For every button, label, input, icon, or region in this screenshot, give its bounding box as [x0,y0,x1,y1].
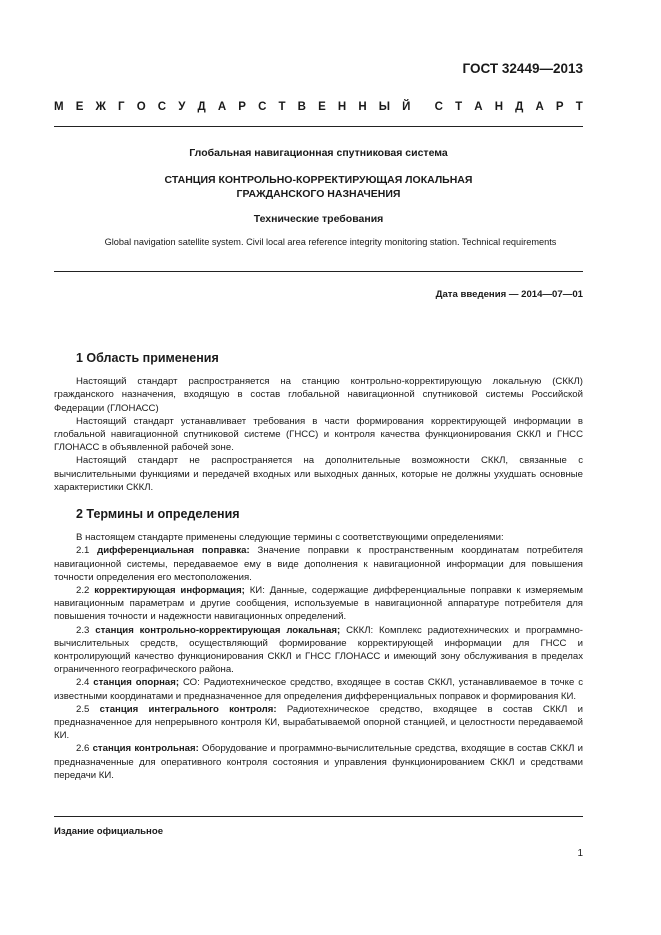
banner-letter: А [535,101,544,113]
banner-letter: С [258,101,267,113]
term-number: 2.3 [76,624,96,636]
banner-letter: Д [515,101,524,113]
banner-letter: Т [278,101,286,113]
term: станция опорная; [93,677,180,689]
section-heading: 2 Термины и определения [76,507,240,522]
term-number: 2.6 [76,743,93,755]
term-number: 2.5 [76,703,100,715]
banner-letter: Н [494,101,504,113]
technical-requirements-title: Технические требования [253,213,384,225]
title-rule [54,271,583,272]
banner-letter: Т [575,101,583,113]
definition: КИ: Данные, содержащие дифференциальные поправки к измеряемым навигационным параметрам и другие сообщения, используемые в навигационной аппаратуре потребителя для повышения точности и надежности навигационных определений. [54,585,583,623]
banner-letter: А [474,101,483,113]
banner-letter: Р [238,101,246,113]
official-edition-label: Издание официальное [54,826,164,837]
banner-letter: Д [197,101,206,113]
definition: СККЛ: Комплекс радиотехнических и программно-вычислительных средств, осуществляющий формирование корректирующей информации для ГНСС и контролирующий качество функционирования СККЛ и ГНСС ГЛОНАСС и имеющий зону обслуживания в пределах ограниченного географического района. [54,624,583,676]
term-definition [54,703,583,743]
term: станция контрольная: [92,743,199,755]
banner-letter: О [136,101,146,113]
banner-letter: Е [318,101,326,113]
banner-letter: Н [358,101,367,113]
term-definition [54,676,583,702]
section-heading: 1 Область применения [76,351,219,365]
banner-letter: У [178,101,186,113]
term: дифференциальная поправка: [97,545,250,557]
paragraph: В настоящем стандарте применены следующие термины с соответствующими определениями: [76,532,504,544]
introduction-date: Дата введения — 2014—07—01 [435,289,583,300]
banner-letter: С [434,101,443,113]
term-definition [54,584,583,624]
term-definition [54,624,583,677]
banner-letter: Р [555,101,564,113]
definition: Оборудование и программно-вычислительные средства, входящие в состав СККЛ и предназначенные для оперативного контроля состояния и управления функционированием СККЛ и средствами передачи КИ. [54,743,583,781]
banner-letter: Ы [378,101,391,113]
term-number: 2.2 [76,585,95,597]
banner-letter: М [54,101,64,113]
banner-letter: С [157,101,167,113]
term-number: 2.4 [76,677,94,689]
term-definition [54,742,583,782]
page-number: 1 [577,848,583,859]
english-title: Global navigation satellite system. Civil local area reference integrity monitoring station. Technical requirements [104,237,557,247]
banner-letter: Ж [95,101,106,113]
banner-letter: Г [118,101,125,113]
paragraph: Настоящий стандарт не распространяется на дополнительные возможности СККЛ, связанные с вычислительными функциями и передачей входных или выходных данных, которые не должны ухудшать основные характеристики СККЛ. [54,455,583,493]
document-number: ГОСТ 32449—2013 [462,61,583,76]
definition: Радиотехническое средство, входящее в состав СККЛ и предназначенное для непрерывного контроля КИ, вырабатываемой опорной станцией, и целостности передаваемой КИ. [54,703,583,742]
banner-letter: Т [455,101,463,113]
definition: СО: Радиотехническое средство, входящее в состав СККЛ, устанавливаемое в точке с известными координатами и предназначенное для определения дифференциальных поправок и формирования КИ. [54,677,583,702]
term-number: 2.1 [76,545,98,557]
main-title [54,173,583,201]
document-body [54,352,583,782]
term-definition [54,544,583,584]
banner-letter: Е [75,101,84,113]
term: станция контрольно-корректирующая локальная; [95,624,341,636]
banner-letter: Й [402,101,411,113]
main-title-line: СТАНЦИЯ КОНТРОЛЬНО-КОРРЕКТИРУЮЩАЯ ЛОКАЛЬНАЯ [164,174,473,186]
paragraph: Настоящий стандарт устанавливает требования в части формирования корректирующей информации в глобальной навигационной спутниковой системе (ГНСС) и контроля качества функционирования СККЛ и ГНСС ГЛОНАСС в объявленной рабочей зоне. [54,415,583,454]
interstate-standard-banner [54,101,583,113]
term: станция интегрального контроля: [99,703,277,715]
system-title: Глобальная навигационная спутниковая система [189,147,448,159]
definition: Значение поправки к пространственным координатам потребителя навигационной системы, передаваемое ему в виде дополнения к навигационной информации для повышения точности определения его местоположения. [54,545,583,583]
term: корректирующая информация; [94,585,245,597]
banner-letter: Н [337,101,347,113]
banner-letter: В [297,101,306,113]
header-rule [54,126,583,127]
paragraph: Настоящий стандарт распространяется на станцию контрольно-корректирующую локальную (СККЛ) гражданского назначения, входящую в состав глобальной навигационной спутниковой системы Российской Федерации (ГЛОНАСС) [54,376,583,414]
banner-letter: А [217,101,227,113]
footer-rule [54,816,583,817]
main-title-line: ГРАЖДАНСКОГО НАЗНАЧЕНИЯ [236,188,401,200]
